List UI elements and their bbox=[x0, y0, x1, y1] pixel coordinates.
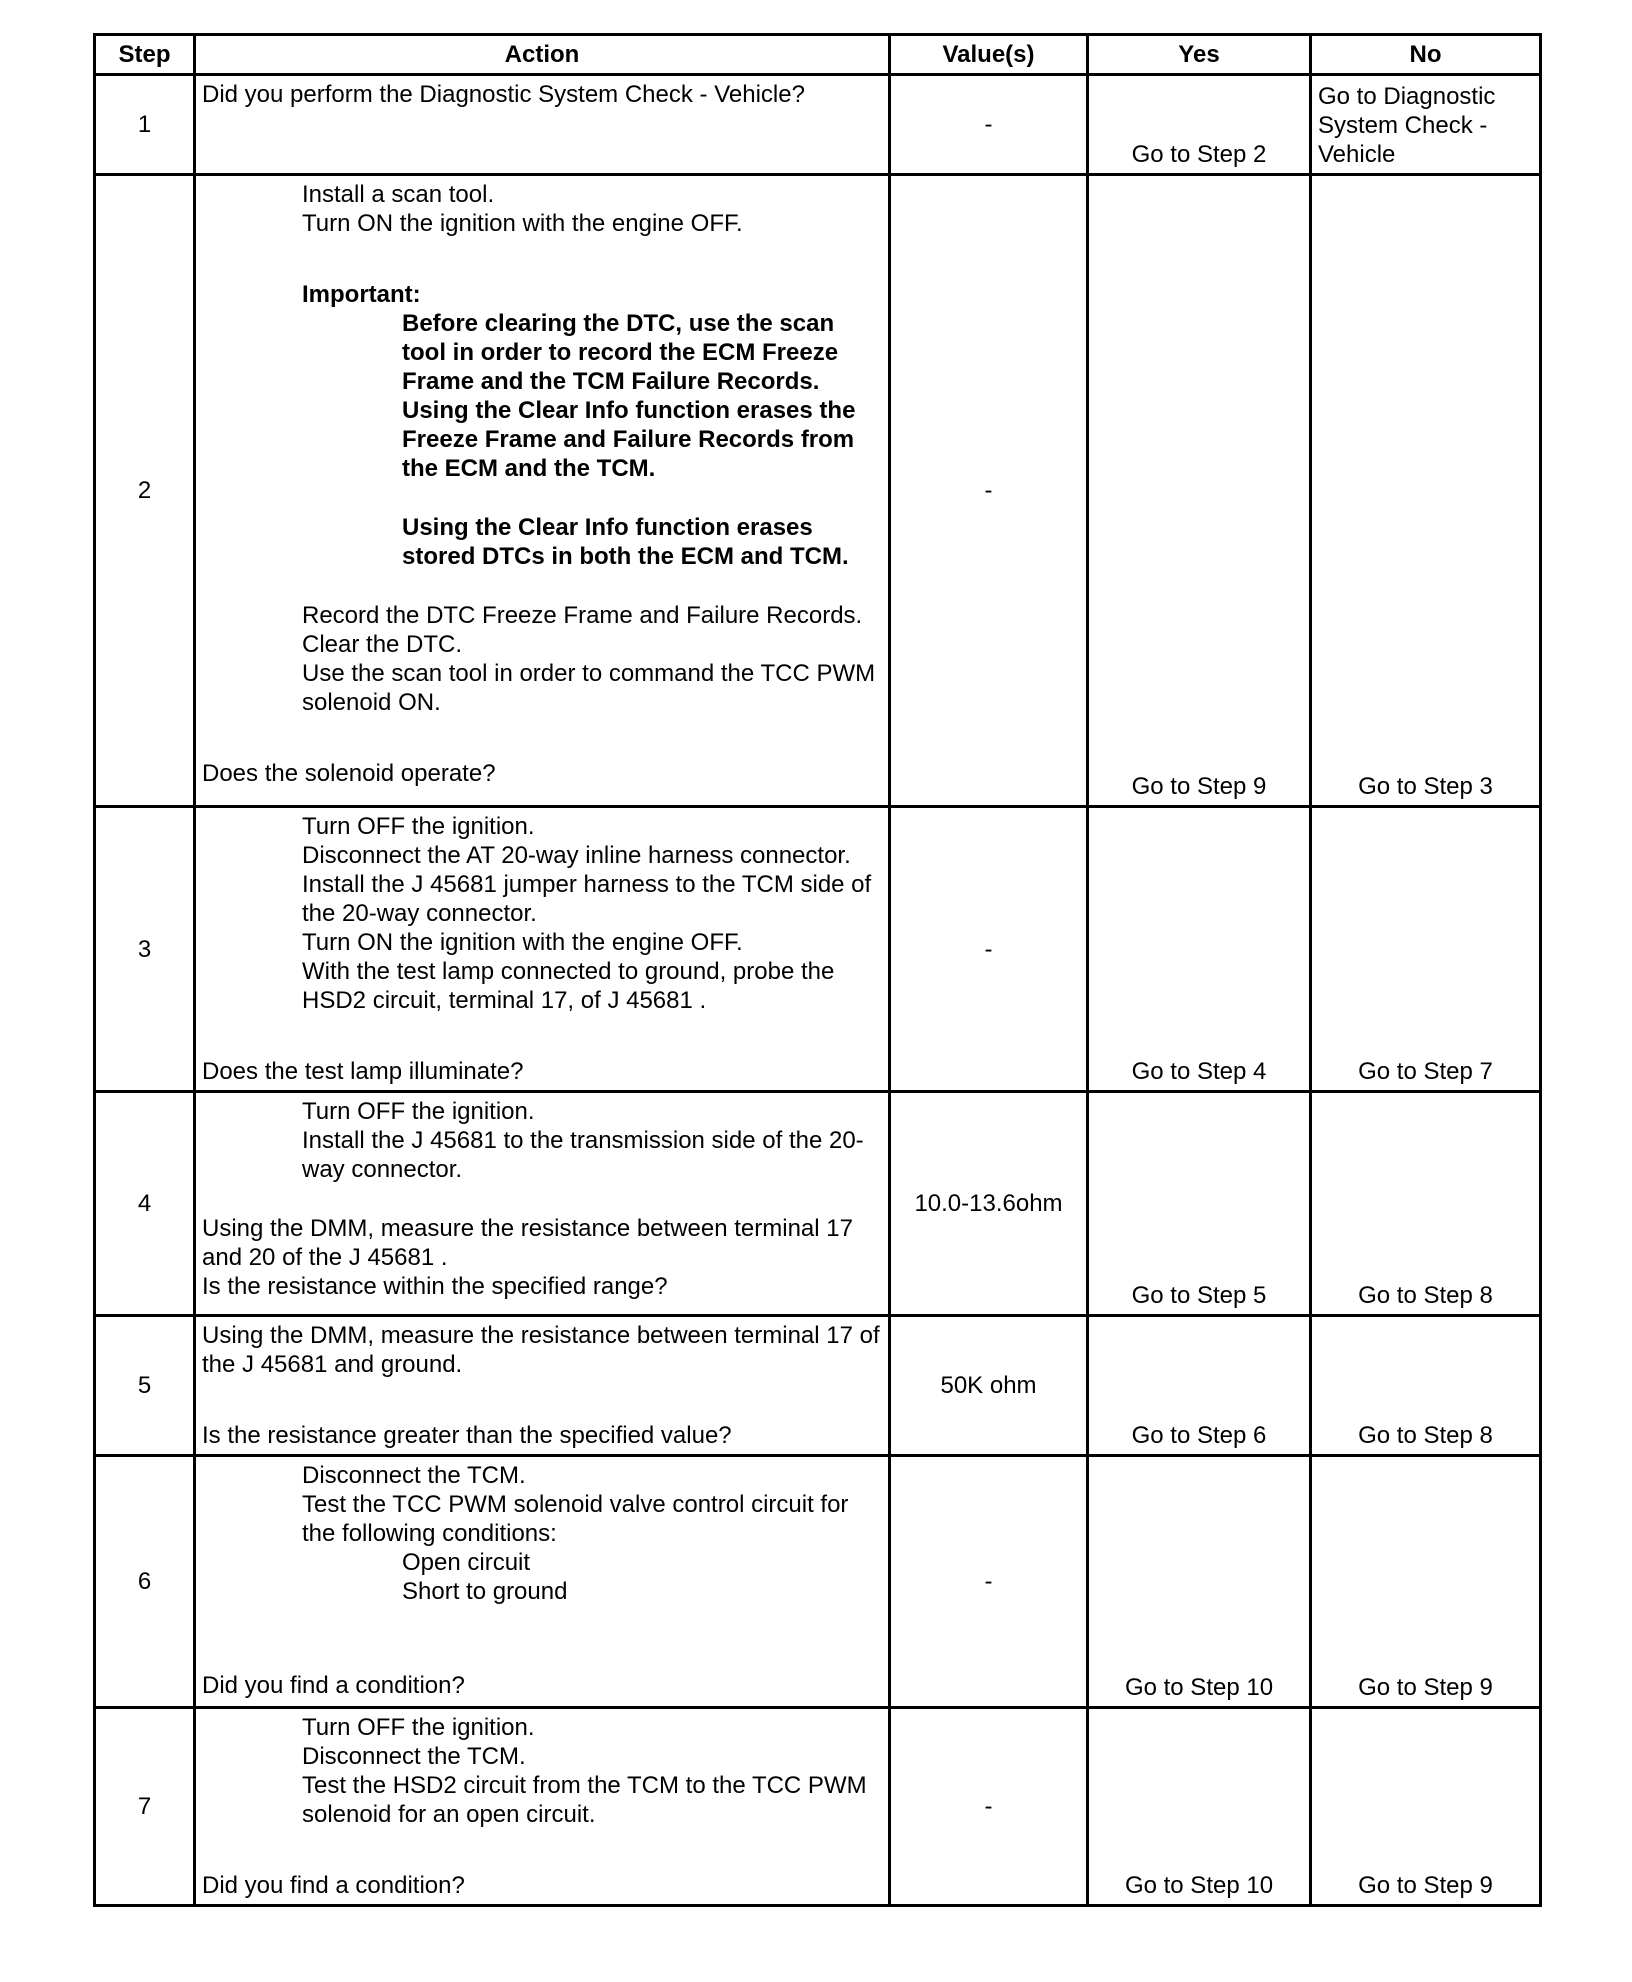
action-line: Test the TCC PWM solenoid valve control circuit for the following conditions: bbox=[302, 1491, 849, 1547]
action-line: Disconnect the TCM. bbox=[302, 1743, 526, 1770]
header-action: Action bbox=[195, 35, 890, 75]
no-cell: Go to Step 8 bbox=[1311, 1092, 1541, 1316]
action-subitem: Short to ground bbox=[402, 1578, 568, 1605]
action-line: Record the DTC Freeze Frame and Failure Records. bbox=[302, 602, 863, 629]
action-cell bbox=[195, 1092, 890, 1316]
no-cell: Go to Step 3 bbox=[1311, 175, 1541, 807]
table-row bbox=[95, 75, 1541, 175]
action-cell bbox=[195, 175, 890, 807]
action-text: Using the DMM, measure the resistance between terminal 17 and 20 of the J 45681 . bbox=[202, 1215, 853, 1271]
action-line: Turn OFF the ignition. bbox=[302, 1098, 535, 1125]
action-cell bbox=[195, 1316, 890, 1456]
action-subitem: Open circuit bbox=[402, 1549, 531, 1576]
no-cell: Go to Diagnostic System Check - Vehicle bbox=[1311, 75, 1541, 175]
yes-cell: Go to Step 6 bbox=[1088, 1316, 1311, 1456]
step-number: 4 bbox=[95, 1092, 195, 1316]
action-cell bbox=[195, 807, 890, 1092]
value-cell: - bbox=[890, 1708, 1088, 1906]
no-cell: Go to Step 9 bbox=[1311, 1456, 1541, 1708]
header-values: Value(s) bbox=[890, 35, 1088, 75]
step-number: 1 bbox=[95, 75, 195, 175]
action-line: Disconnect the AT 20-way inline harness connector. bbox=[302, 842, 851, 869]
action-line: Install the J 45681 to the transmission side of the 20-way connector. bbox=[302, 1127, 864, 1183]
action-question: Is the resistance greater than the specified value? bbox=[202, 1422, 732, 1449]
action-cell bbox=[195, 1708, 890, 1906]
table-row bbox=[95, 807, 1541, 1092]
value-cell: 50K ohm bbox=[890, 1316, 1088, 1456]
diagnostic-table bbox=[93, 33, 1542, 1907]
action-line: Use the scan tool in order to command the TCC PWM solenoid ON. bbox=[302, 660, 876, 716]
important-note: Using the Clear Info function erases stored DTCs in both the ECM and TCM. bbox=[402, 514, 849, 570]
step-number: 6 bbox=[95, 1456, 195, 1708]
action-line: Turn OFF the ignition. bbox=[302, 1714, 535, 1741]
yes-cell: Go to Step 2 bbox=[1088, 75, 1311, 175]
action-cell bbox=[195, 1456, 890, 1708]
table-row bbox=[95, 1092, 1541, 1316]
value-cell: - bbox=[890, 807, 1088, 1092]
action-line: Install the J 45681 jumper harness to the TCM side of the 20-way connector. bbox=[302, 871, 872, 927]
yes-cell: Go to Step 5 bbox=[1088, 1092, 1311, 1316]
action-line: Test the HSD2 circuit from the TCM to the TCC PWM solenoid for an open circuit. bbox=[302, 1772, 867, 1828]
important-note: Before clearing the DTC, use the scan tool in order to record the ECM Freeze Frame and the TCM Failure Records. Using the Clear Info function erases the Freeze Frame and Failure Records from the ECM and the TCM. bbox=[402, 310, 856, 482]
header-row bbox=[95, 35, 1541, 75]
action-question: Does the test lamp illuminate? bbox=[202, 1058, 524, 1085]
header-no: No bbox=[1311, 35, 1541, 75]
table-row bbox=[95, 175, 1541, 807]
value-cell: - bbox=[890, 175, 1088, 807]
action-line: Install a scan tool. bbox=[302, 181, 495, 208]
no-cell: Go to Step 8 bbox=[1311, 1316, 1541, 1456]
action-question: Did you find a condition? bbox=[202, 1672, 465, 1699]
action-line: Clear the DTC. bbox=[302, 631, 463, 658]
value-cell: - bbox=[890, 1456, 1088, 1708]
no-cell: Go to Step 9 bbox=[1311, 1708, 1541, 1906]
step-number: 2 bbox=[95, 175, 195, 807]
action-line: Disconnect the TCM. bbox=[302, 1462, 526, 1489]
action-question: Is the resistance within the specified range? bbox=[202, 1273, 668, 1300]
action-line: Turn OFF the ignition. bbox=[302, 813, 535, 840]
important-label: Important: bbox=[302, 281, 421, 308]
yes-cell: Go to Step 10 bbox=[1088, 1708, 1311, 1906]
value-cell: 10.0-13.6ohm bbox=[890, 1092, 1088, 1316]
table-row bbox=[95, 1456, 1541, 1708]
yes-cell: Go to Step 4 bbox=[1088, 807, 1311, 1092]
no-cell: Go to Step 7 bbox=[1311, 807, 1541, 1092]
step-number: 3 bbox=[95, 807, 195, 1092]
step-number: 7 bbox=[95, 1708, 195, 1906]
action-line: Turn ON the ignition with the engine OFF. bbox=[302, 929, 743, 956]
action-question: Does the solenoid operate? bbox=[202, 760, 496, 787]
action-cell bbox=[195, 75, 890, 175]
yes-cell: Go to Step 10 bbox=[1088, 1456, 1311, 1708]
action-question: Did you find a condition? bbox=[202, 1872, 465, 1899]
table-row bbox=[95, 1316, 1541, 1456]
step-number: 5 bbox=[95, 1316, 195, 1456]
action-question: Did you perform the Diagnostic System Check - Vehicle? bbox=[202, 81, 805, 108]
action-line: Turn ON the ignition with the engine OFF. bbox=[302, 210, 743, 237]
value-cell: - bbox=[890, 75, 1088, 175]
action-line: With the test lamp connected to ground, probe the HSD2 circuit, terminal 17, of J 45681 . bbox=[302, 958, 835, 1014]
action-text: Using the DMM, measure the resistance between terminal 17 of the J 45681 and ground. bbox=[202, 1322, 880, 1378]
header-yes: Yes bbox=[1088, 35, 1311, 75]
yes-cell: Go to Step 9 bbox=[1088, 175, 1311, 807]
header-step: Step bbox=[95, 35, 195, 75]
table-row bbox=[95, 1708, 1541, 1906]
